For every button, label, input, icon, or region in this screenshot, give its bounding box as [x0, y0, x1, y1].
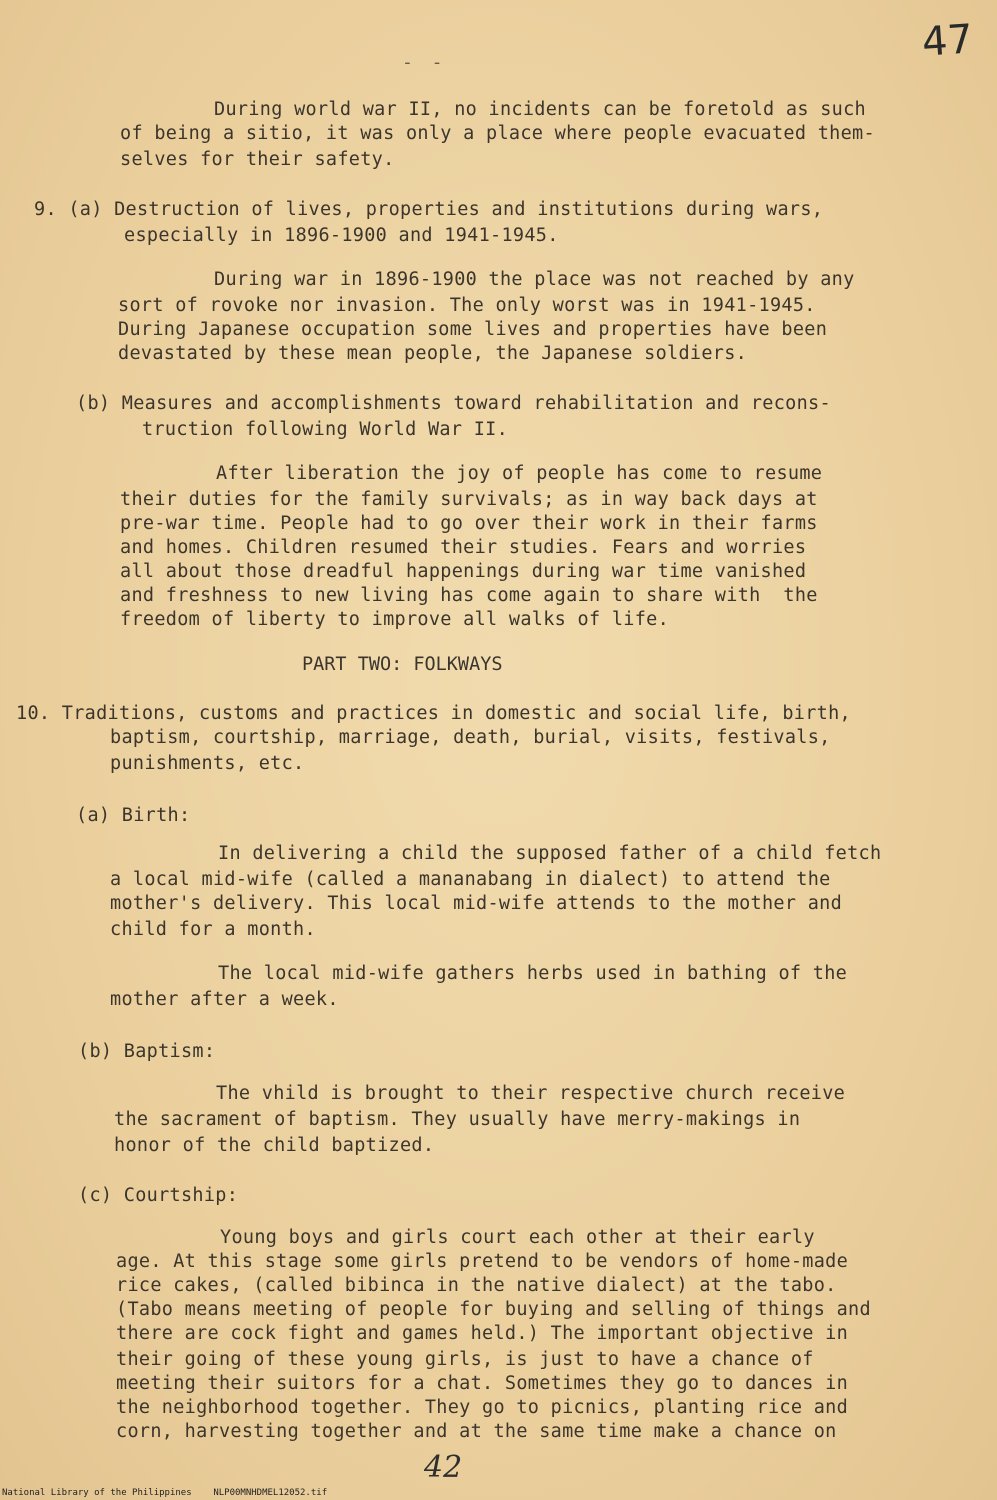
- text-line: In delivering a child the supposed father of a child fetch: [218, 843, 882, 864]
- text-line: the sacrament of baptism. They usually have merry-makings in: [114, 1109, 801, 1130]
- section-heading: truction following World War II.: [142, 419, 509, 440]
- section-heading: especially in 1896-1900 and 1941-1945.: [124, 225, 559, 246]
- bottom-page-number: 42: [424, 1450, 463, 1485]
- section-heading: 9. (a) Destruction of lives, properties and institutions during wars,: [34, 199, 824, 220]
- text-line: The local mid-wife gathers herbs used in bathing of the: [218, 963, 848, 984]
- text-line: mother's delivery. This local mid-wife attends to the mother and: [110, 893, 843, 914]
- text-line: (Tabo means meeting of people for buying and selling of things and: [116, 1299, 871, 1320]
- subsection-title: (a) Birth:: [76, 805, 191, 826]
- section-heading: 10. Traditions, customs and practices in domestic and social life, birth,: [16, 703, 851, 724]
- section-heading: punishments, etc.: [110, 753, 305, 774]
- part-two-heading: PART TWO: FOLKWAYS: [302, 654, 503, 675]
- text-line: During world war II, no incidents can be foretold as such: [214, 99, 866, 120]
- text-line: age. At this stage some girls pretend to be vendors of home-made: [116, 1251, 849, 1272]
- text-line: child for a month.: [110, 919, 316, 940]
- section-heading: baptism, courtship, marriage, death, burial, visits, festivals,: [110, 727, 831, 748]
- text-line: and freshness to new living has come again to share with the: [120, 585, 818, 606]
- subsection-title: (c) Courtship:: [78, 1185, 239, 1206]
- text-line: the neighborhood together. They go to picnics, planting rice and: [116, 1397, 849, 1418]
- text-line: The vhild is brought to their respective church receive: [216, 1083, 846, 1104]
- text-line: all about those dreadful happenings during war time vanished: [120, 561, 807, 582]
- text-line: After liberation the joy of people has come to resume: [216, 463, 823, 484]
- top-mark: - -: [402, 52, 447, 73]
- text-line: corn, harvesting together and at the same time make a chance on: [116, 1421, 837, 1442]
- text-line: their going of these young girls, is just to have a chance of: [116, 1349, 814, 1370]
- text-line: pre-war time. People had to go over their work in their farms: [120, 513, 818, 534]
- text-line: During Japanese occupation some lives and properties have been: [118, 319, 828, 340]
- text-line: selves for their safety.: [120, 149, 395, 170]
- text-line: mother after a week.: [110, 989, 339, 1010]
- text-line: honor of the child baptized.: [114, 1135, 435, 1156]
- footer-caption: National Library of the Philippines NLP00MNHDMEL12052.tif: [2, 1488, 328, 1498]
- page-number: 47: [920, 16, 975, 66]
- text-line: their duties for the family survivals; as in way back days at: [120, 489, 818, 510]
- text-line: meeting their suitors for a chat. Sometimes they go to dances in: [116, 1373, 849, 1394]
- text-line: devastated by these mean people, the Japanese soldiers.: [118, 343, 748, 364]
- text-line: Young boys and girls court each other at their early: [220, 1227, 815, 1248]
- text-line: there are cock fight and games held.) The important objective in: [116, 1323, 849, 1344]
- text-line: freedom of liberty to improve all walks of life.: [120, 609, 670, 630]
- subsection-title: (b) Baptism:: [78, 1041, 216, 1062]
- text-line: a local mid-wife (called a mananabang in dialect) to attend the: [110, 869, 831, 890]
- text-line: sort of rovoke nor invasion. The only worst was in 1941-1945.: [118, 295, 816, 316]
- text-line: and homes. Children resumed their studies. Fears and worries: [120, 537, 807, 558]
- section-heading: (b) Measures and accomplishments toward rehabilitation and recons-: [76, 393, 831, 414]
- text-line: During war in 1896-1900 the place was not reached by any: [214, 269, 855, 290]
- text-line: rice cakes, (called bibinca in the native dialect) at the tabo.: [116, 1275, 837, 1296]
- text-line: of being a sitio, it was only a place where people evacuated them-: [120, 123, 875, 144]
